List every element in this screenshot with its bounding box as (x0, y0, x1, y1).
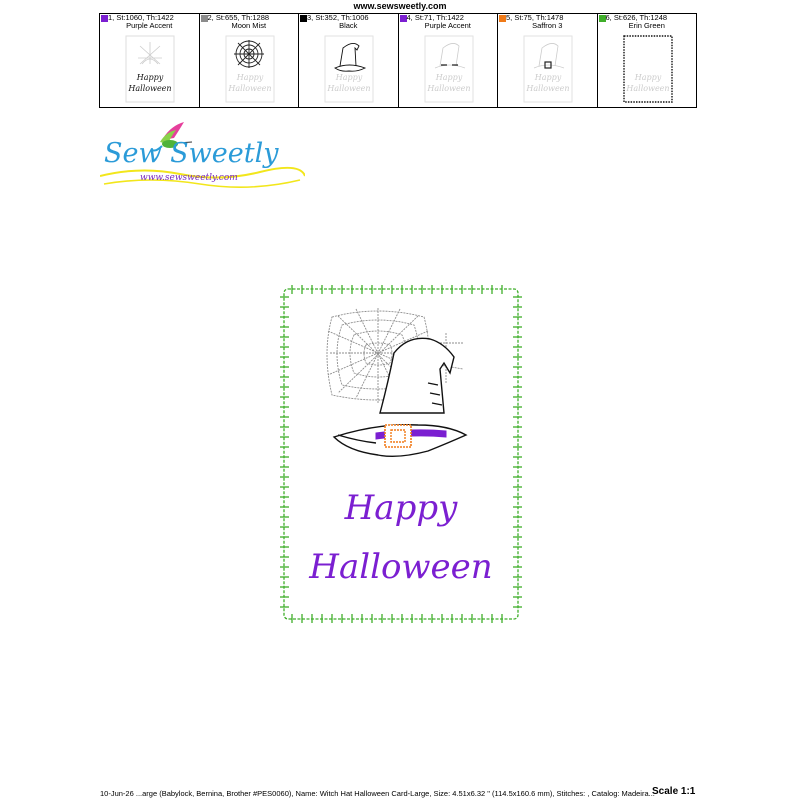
sew-sweetly-logo (100, 118, 305, 196)
witch-hat-card-design (278, 283, 524, 625)
thread-color-name: Erin Green (628, 21, 665, 30)
color-swatch (599, 15, 606, 22)
thumb-happy-text: Happy (534, 73, 562, 82)
color-step-5 (498, 14, 598, 107)
scale-label: Scale 1:1 (652, 786, 696, 797)
color-step-4 (399, 14, 499, 107)
thumb-halloween-text: Halloween (128, 84, 172, 93)
color-swatch (400, 15, 407, 22)
color-step-6 (598, 14, 697, 107)
thumb-halloween-text: Halloween (526, 84, 570, 93)
site-url-header: www.sewsweetly.com (353, 1, 447, 11)
step-thumbnail (224, 34, 276, 104)
thumb-happy-text: Happy (335, 73, 363, 82)
color-swatch (499, 15, 506, 22)
design-happy-text: Happy (344, 488, 458, 528)
color-step-1 (100, 14, 200, 107)
thumb-happy-text: Happy (136, 73, 164, 82)
thumb-halloween-text: Halloween (426, 84, 471, 93)
design-halloween-text: Halloween (309, 547, 493, 587)
thread-color-name: Moon Mist (231, 21, 267, 30)
color-sequence-strip (99, 13, 697, 108)
color-swatch (201, 15, 208, 22)
thumb-halloween-text: Halloween (227, 84, 272, 93)
color-step-2 (200, 14, 300, 107)
thread-color-name: Saffron 3 (532, 21, 563, 30)
step-thumbnail (423, 34, 475, 104)
color-step-info: 6, St:626, Th:1248 (605, 13, 668, 22)
step-thumbnail (323, 34, 375, 104)
logo-url-text: www.sewsweetly.com (140, 173, 238, 183)
color-step-3 (299, 14, 399, 107)
design-info-footer: 10-Jun-26 ...arge (Babylock, Bernina, Brother #PES0060), Name: Witch Hat Halloween Card-Large, Size: 4.51x6.32 " (114.5x160.6 mm), Stitches: , Catalog: Madeira... (100, 789, 655, 798)
color-step-info: 4, St:71, Th:1422 (406, 13, 464, 22)
logo-brand-text: Sew Sweetly (104, 138, 279, 169)
color-step-info: 3, St:352, Th:1006 (307, 13, 369, 22)
color-step-info: 2, St:655, Th:1288 (207, 13, 270, 22)
color-step-info: 5, St:75, Th:1478 (506, 13, 564, 22)
step-thumbnail (124, 34, 176, 104)
thumb-happy-text: Happy (634, 73, 661, 82)
thumb-happy-text: Happy (236, 73, 263, 82)
step-thumbnail (622, 34, 674, 104)
thumb-halloween-text: Halloween (327, 84, 371, 93)
thread-color-name: Purple Accent (126, 21, 173, 30)
step-thumbnail (522, 34, 574, 104)
thumb-happy-text: Happy (435, 73, 462, 82)
thumb-halloween-text: Halloween (625, 84, 670, 93)
thread-color-name: Black (339, 21, 358, 30)
color-swatch (300, 15, 307, 22)
color-swatch (101, 15, 108, 22)
thread-color-name: Purple Accent (424, 21, 471, 30)
color-step-info: 1, St:1060, Th:1422 (108, 13, 174, 22)
